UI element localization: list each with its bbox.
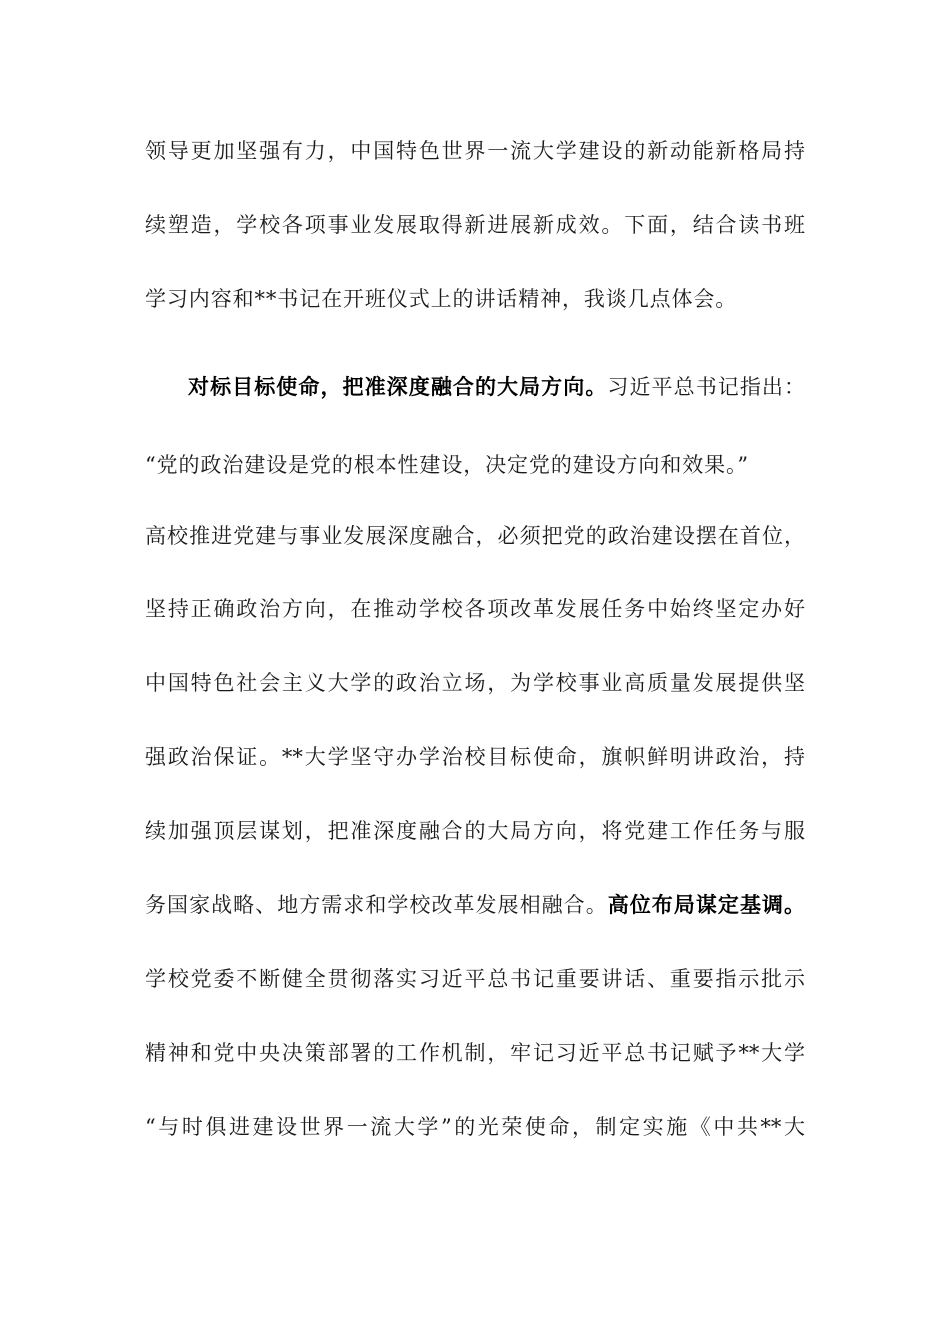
paragraph-line-10 — [145, 814, 805, 848]
text-segment: 学校党委不断健全贯彻落实习近平总书记重要讲话、重要指示批示 — [145, 967, 805, 991]
text-segment: 领导更加坚强有力，中国特色世界一流大学建设的新动能新格局持 — [145, 139, 805, 163]
paragraph-line-2 — [145, 208, 805, 242]
text-segment: “党的政治建设是党的根本性建设，决定党的建设方向和效果。” — [145, 453, 750, 477]
section-heading: 对标目标使命，把准深度融合的大局方向。 — [188, 374, 608, 399]
section-heading: 高位布局谋定基调。 — [607, 892, 806, 917]
text-segment: 续加强顶层谋划，把准深度融合的大局方向，将党建工作任务与服 — [145, 819, 805, 843]
paragraph-line-5 — [145, 448, 805, 482]
paragraph-line-9 — [145, 740, 805, 774]
text-segment: 学习内容和**书记在开班仪式上的讲话精神，我谈几点体会。 — [145, 287, 738, 311]
paragraph-line-12 — [145, 962, 805, 996]
text-segment: 强政治保证。**大学坚守办学治校目标使命，旗帜鲜明讲政治，持 — [145, 745, 805, 769]
paragraph-line-11 — [145, 888, 805, 922]
text-segment: “与时俱进建设世界一流大学”的光荣使命，制定实施《中共**大 — [145, 1115, 805, 1139]
paragraph-line-6 — [145, 519, 805, 553]
paragraph-line-3 — [145, 282, 805, 316]
paragraph-line-1 — [145, 134, 805, 168]
text-segment: 习近平总书记指出： — [607, 375, 805, 399]
text-segment: 高校推进党建与事业发展深度融合，必须把党的政治建设摆在首位， — [145, 524, 805, 548]
text-segment: 务国家战略、地方需求和学校改革发展相融合。 — [145, 893, 608, 917]
text-segment: 坚持正确政治方向，在推动学校各项改革发展任务中始终坚定办好 — [145, 597, 805, 621]
text-segment: 中国特色社会主义大学的政治立场，为学校事业高质量发展提供坚 — [145, 671, 805, 695]
paragraph-line-13 — [145, 1036, 805, 1070]
paragraph-line-8 — [145, 666, 805, 700]
paragraph-line-4 — [188, 370, 805, 404]
paragraph-line-14 — [145, 1110, 805, 1144]
paragraph-line-7 — [145, 592, 805, 626]
text-segment: 精神和党中央决策部署的工作机制，牢记习近平总书记赋予**大学 — [145, 1041, 805, 1065]
text-segment: 续塑造，学校各项事业发展取得新进展新成效。下面，结合读书班 — [145, 213, 805, 237]
